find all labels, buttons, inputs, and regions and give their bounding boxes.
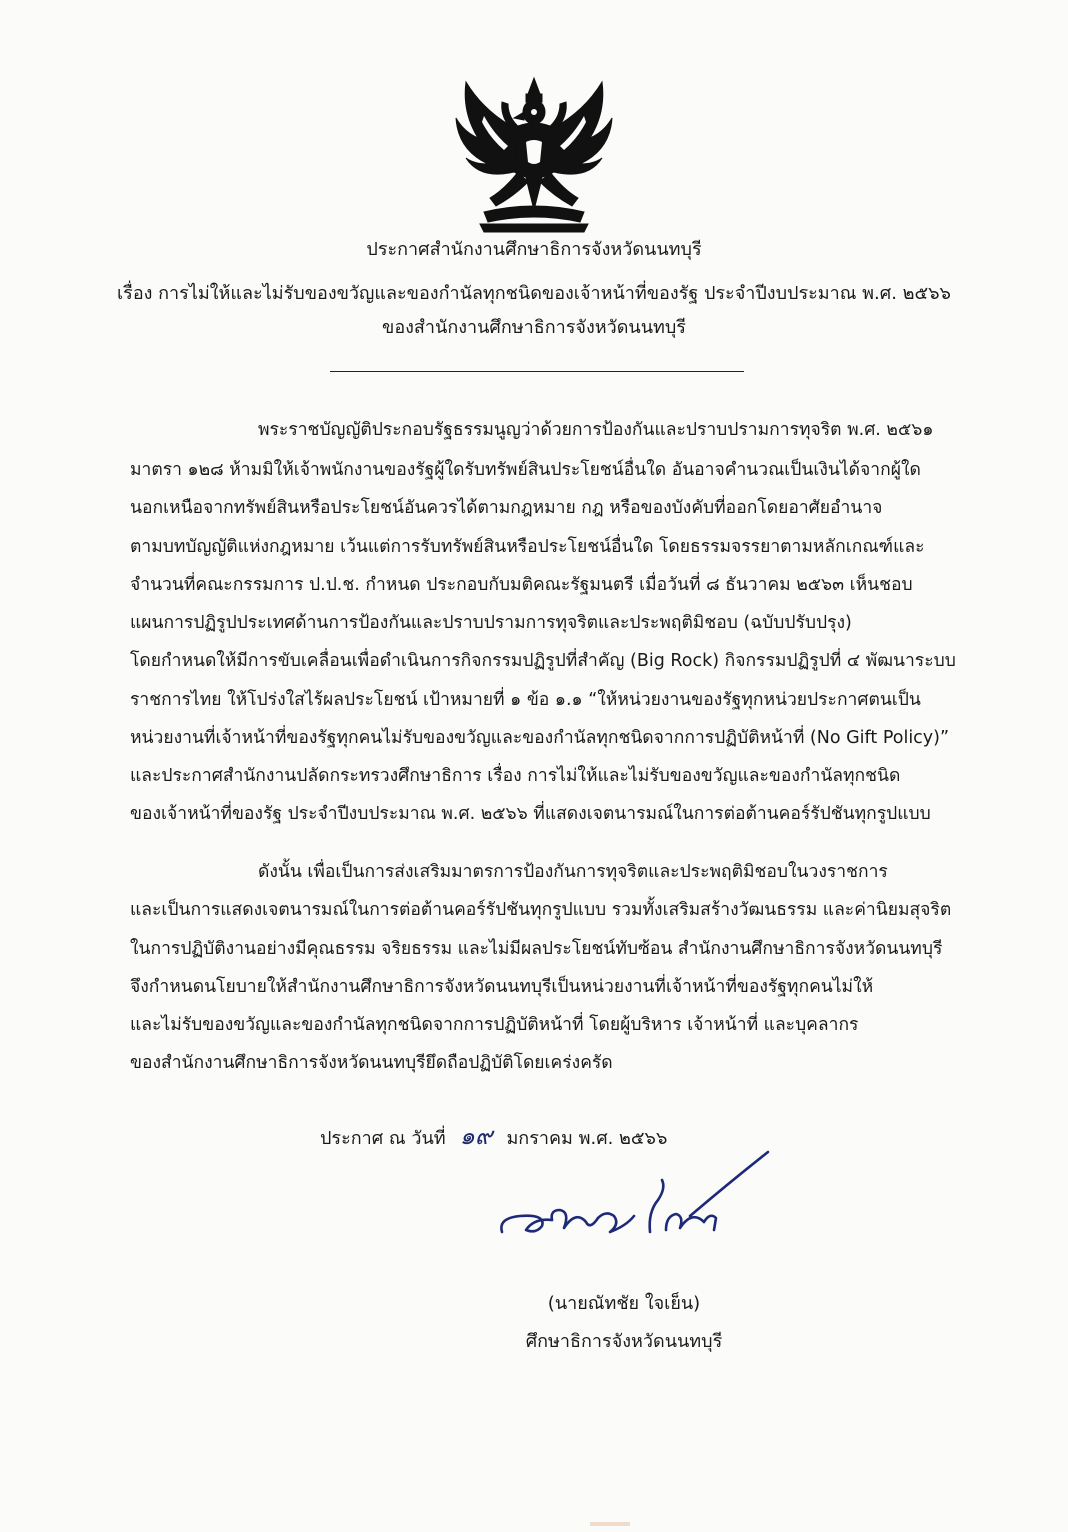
paragraph-line: ในการปฏิบัติงานอย่างมีคุณธรรม จริยธรรม และไม่มีผลประโยชน์ทับซ้อน สำนักงานศึกษาธิการจังหวัดนนทบุรี xyxy=(130,939,943,959)
signer-position: ศึกษาธิการจังหวัดนนทบุรี xyxy=(525,1331,723,1352)
paragraph-line: ราชการไทย ให้โปร่งใสไร้ผลประโยชน์ เป้าหมายที่ ๑ ข้อ ๑.๑ “ให้หน่วยงานของรัฐทุกหน่วยประกาศตนเป็น xyxy=(130,690,921,710)
announcement-subject: เรื่อง การไม่ให้และไม่รับของขวัญและของกำนัลทุกชนิดของเจ้าหน้าที่ของรัฐ ประจำปีงบประมาณ พ.ศ. ๒๕๖๖ xyxy=(117,283,951,304)
date-prefix: ประกาศ ณ วันที่ xyxy=(320,1128,446,1149)
paragraph-line: มาตรา ๑๒๘ ห้ามมิให้เจ้าพนักงานของรัฐผู้ใดรับทรัพย์สินประโยชน์อื่นใด อันอาจคำนวณเป็นเงินได้จากผู้ใด xyxy=(130,460,921,480)
paragraph-line: โดยกำหนดให้มีการขับเคลื่อนเพื่อดำเนินการกิจกรรมปฏิรูปที่สำคัญ (Big Rock) กิจกรรมปฏิรูปที่ ๔ พัฒนาระบบ xyxy=(130,651,956,671)
announcement-subject-continued: ของสำนักงานศึกษาธิการจังหวัดนนทบุรี xyxy=(382,317,686,338)
paragraph-line: และเป็นการแสดงเจตนารมณ์ในการต่อต้านคอร์รัปชันทุกรูปแบบ รวมทั้งเสริมสร้างวัฒนธรรม และค่านิยมสุจริต xyxy=(130,900,952,920)
paragraph-line: ของสำนักงานศึกษาธิการจังหวัดนนทบุรียึดถือปฏิบัติโดยเคร่งครัด xyxy=(130,1053,613,1073)
garuda-emblem-icon xyxy=(444,72,624,240)
date-month-year: มกราคม พ.ศ. ๒๕๖๖ xyxy=(506,1128,668,1149)
date-day-handwritten: ๑๙ xyxy=(459,1122,493,1150)
paragraph-line: ตามบทบัญญัติแห่งกฎหมาย เว้นแต่การรับทรัพย์สินหรือประโยชน์อื่นใด โดยธรรมจรรยาตามหลักเกณฑ์และ xyxy=(130,537,925,557)
paragraph-line: พระราชบัญญัติประกอบรัฐธรรมนูญว่าด้วยการป้องกันและปราบปรามการทุจริต พ.ศ. ๒๕๖๑ xyxy=(258,420,934,440)
paragraph-line: หน่วยงานที่เจ้าหน้าที่ของรัฐทุกคนไม่รับของขวัญและของกำนัลทุกชนิดจากการปฏิบัติหน้าที่ (No Gift Policy)” xyxy=(130,728,950,748)
header-divider xyxy=(330,371,744,372)
paragraph-line: จึงกำหนดนโยบายให้สำนักงานศึกษาธิการจังหวัดนนทบุรีเป็นหน่วยงานที่เจ้าหน้าที่ของรัฐทุกคนไม่ให้ xyxy=(130,977,874,997)
paragraph-line: และไม่รับของขวัญและของกำนัลทุกชนิดจากการปฏิบัติหน้าที่ โดยผู้บริหาร เจ้าหน้าที่ และบุคลากร xyxy=(130,1015,859,1035)
paragraph-line: ของเจ้าหน้าที่ของรัฐ ประจำปีงบประมาณ พ.ศ. ๒๕๖๖ ที่แสดงเจตนารมณ์ในการต่อต้านคอร์รัปชันทุกรูปแบบ xyxy=(130,804,931,824)
paragraph-line: นอกเหนือจากทรัพย์สินหรือประโยชน์อันควรได้ตามกฎหมาย กฎ หรือของบังคับที่ออกโดยอาศัยอำนาจ xyxy=(130,498,883,518)
signer-name: (นายณัทชัย ใจเย็น) xyxy=(547,1293,701,1314)
paper-edge-mark xyxy=(590,1522,630,1526)
announcement-title: ประกาศสำนักงานศึกษาธิการจังหวัดนนทบุรี xyxy=(366,239,702,260)
handwritten-signature-icon xyxy=(490,1148,770,1248)
paragraph-line: ดังนั้น เพื่อเป็นการส่งเสริมมาตรการป้องกันการทุจริตและประพฤติมิชอบในวงราชการ xyxy=(258,862,888,882)
paragraph-line: แผนการปฏิรูปประเทศด้านการป้องกันและปราบปรามการทุจริตและประพฤติมิชอบ (ฉบับปรับปรุง) xyxy=(130,613,852,633)
paragraph-line: จำนวนที่คณะกรรมการ ป.ป.ช. กำหนด ประกอบกับมติคณะรัฐมนตรี เมื่อวันที่ ๘ ธันวาคม ๒๕๖๓ เห็นชอบ xyxy=(130,575,913,595)
paragraph-line: และประกาศสำนักงานปลัดกระทรวงศึกษาธิการ เรื่อง การไม่ให้และไม่รับของขวัญและของกำนัลทุกชนิด xyxy=(130,766,901,786)
